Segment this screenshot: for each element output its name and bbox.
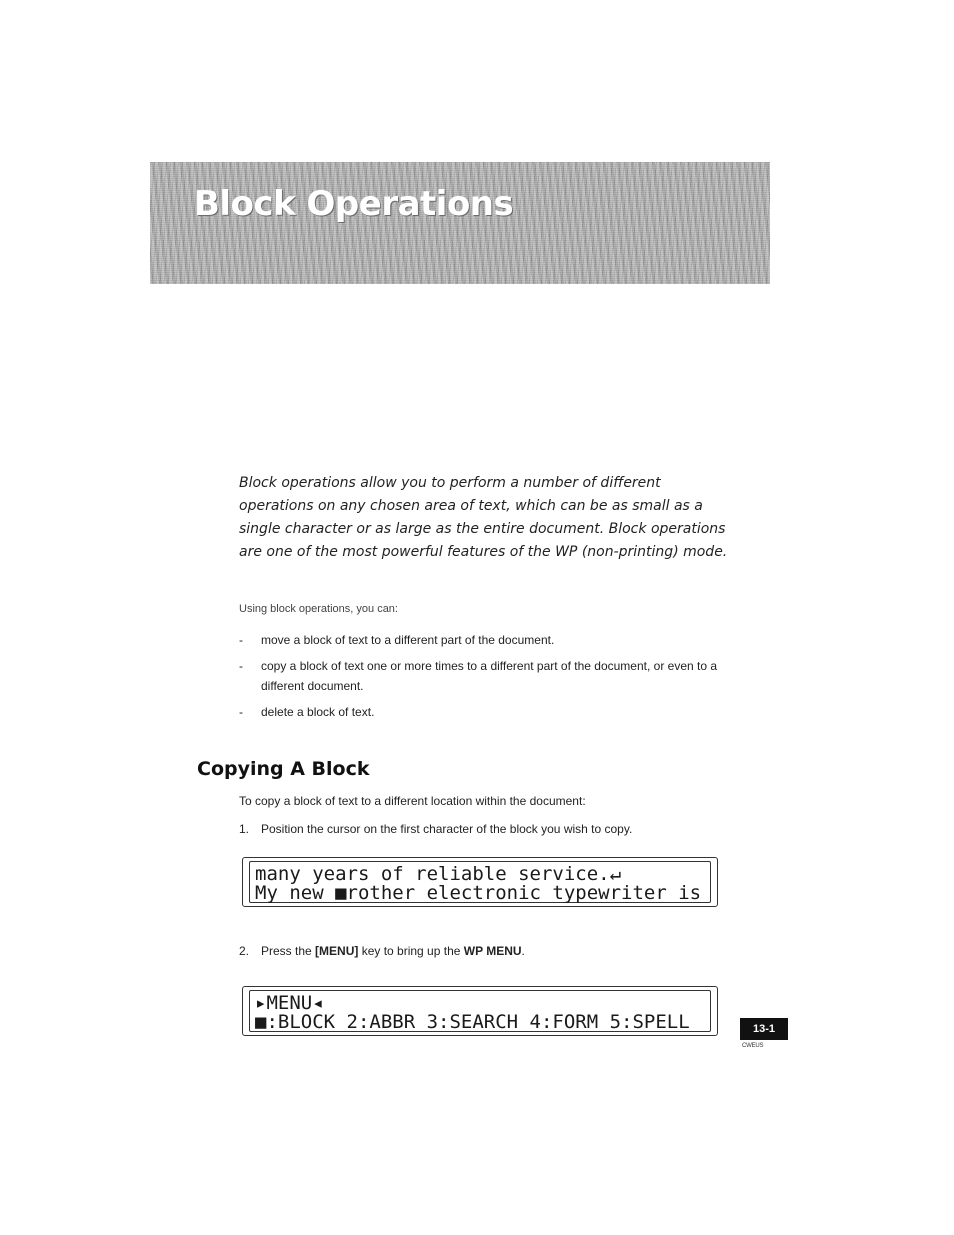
menu-key-label: [MENU] [315, 944, 359, 958]
uses-list [239, 630, 739, 728]
step-2: 2. Press the [MENU] key to bring up the WP MENU. [239, 944, 525, 958]
lcd-screen-document [242, 857, 718, 907]
list-item: - copy a block of text one or more times to a different part of the document, or even to a different document. [239, 659, 718, 693]
step-text: Position the cursor on the first character of the block you wish to copy. [261, 822, 633, 836]
wp-menu-label: WP MENU [463, 944, 522, 958]
lcd-line-2: My new ■rother electronic typewriter is [255, 882, 702, 904]
step-1 [239, 822, 632, 836]
lcd-line-1: ▸MENU◂ [255, 992, 324, 1014]
step-number: 1. [239, 822, 250, 836]
page-number-tab: 13-1 [740, 1018, 788, 1040]
intro-paragraph: Block operations allow you to perform a number of different operations on any chosen area of text, which can be as small as a single character or as large as the entire document. Block operations are one of the most powerful features of the WP (non-printing) mode. [239, 475, 728, 560]
lcd-line-1: many years of reliable service.↵ [255, 863, 622, 885]
list-item: - move a block of text to a different part of the document. [239, 633, 555, 647]
lcd-screen-menu [242, 986, 718, 1036]
uses-lead-in: Using block operations, you can: [239, 603, 398, 615]
lcd-line-2: ■:BLOCK 2:ABBR 3:SEARCH 4:FORM 5:SPELL [255, 1011, 690, 1033]
chapter-title: Block Operations [194, 184, 514, 224]
step-number: 2. [239, 944, 250, 958]
list-item: - delete a block of text. [239, 705, 375, 719]
step-intro: To copy a block of text to a different location within the document: [239, 794, 586, 808]
page-code: CWEUS [742, 1043, 764, 1049]
section-heading: Copying A Block [197, 758, 370, 780]
chapter-banner [150, 162, 770, 284]
